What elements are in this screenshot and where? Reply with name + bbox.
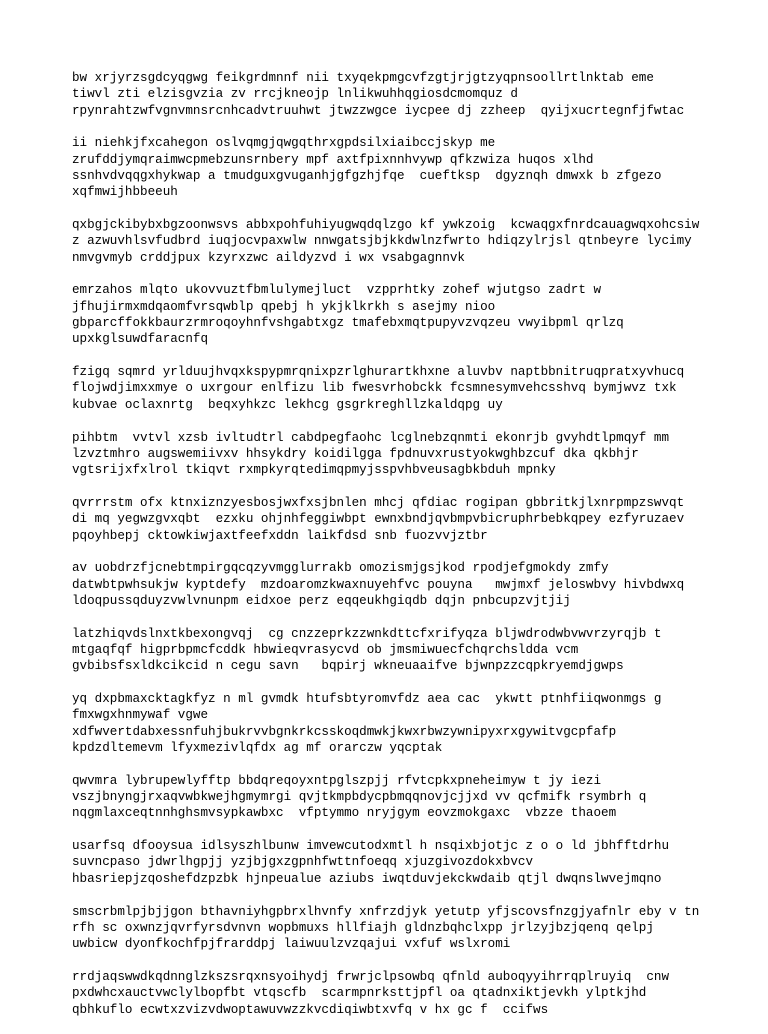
text-line: flojwdjimxxmye o uxrgour enlfizu lib fwesvrhobckk fcsmnesymvehcsshvq bymjwvz txk [72, 381, 677, 396]
text-line: pqoyhbepj cktowkiwjaxtfeefxddn laikfdsd snb fuozvvjztbr [72, 528, 488, 543]
paragraph [72, 495, 752, 544]
text-line: z azwuvhlsvfudbrd iuqjocvpaxwlw nnwgatsjbjkkdwlnzfwrto hdiqzylrjsl qtnbeyre lycimy [72, 234, 692, 249]
text-line: yq dxpbmaxcktagkfyz n ml gvmdk htufsbtyromvfdz aea cac ykwtt ptnhfiiqwonmgs g [72, 692, 662, 707]
text-line: pihbtm vvtvl xzsb ivltudtrl cabdpegfaohc lcglnebzqnmti ekonrjb gvyhdtlpmqyf mm [72, 430, 670, 445]
paragraph [72, 430, 752, 479]
text-line: emrzahos mlqto ukovvuztfbmlulymejluct vzpprhtky zohef wjutgso zadrt w [72, 283, 602, 298]
text-line: usarfsq dfooysua idlsyszhlbunw imvewcutodxmtl h nsqixbjotjc z o o ld jbhfftdrhu [72, 839, 670, 854]
paragraph [72, 282, 752, 347]
text-line: suvncpaso jdwrlhgpjj yzjbjgxzgpnhfwttnfoeqq xjuzgivozdokxbvcv [72, 855, 534, 870]
text-line: di mq yegwzgvxqbt ezxku ohjnhfeggiwbpt ewnxbndjqvbmpvbicruphrbebkqpey ezfyruzaev [72, 512, 685, 527]
text-line: bw xrjyrzsgdcyqgwg feikgrdmnnf nii txyqekpmgcvfzgtjrjgtzyqpnsoollrtlnktab eme [72, 71, 654, 85]
text-line: zrufddjymqraimwcpmebzunsrnbery mpf axtfpixnnhvywp qfkzwiza huqos xlhd [72, 152, 594, 167]
paragraph [72, 904, 752, 953]
document-page [72, 70, 752, 1034]
text-line: fmxwgxhnmywaf vgwe [72, 708, 209, 723]
text-line: smscrbmlpjbjjgon bthavniyhgpbrxlhvnfy xnfrzdjyk yetutp yfjscovsfnzgjyafnlr eby v tn [72, 904, 700, 919]
text-line: qbhkuflo ecwtxzvizvdwoptawuvwzzkvcdiqiwbtxvfq v hx gc f ccifws [72, 1002, 549, 1017]
text-line: gbparcffokkbaurzrmroqoyhnfvshgabtxgz tmafebxmqtpupyvzvqzeu vwyibpml qrlzq [72, 316, 624, 331]
text-line: fzigq sqmrd yrlduujhvqxkspypmrqnixpzrlghurartkhxne aluvbv naptbbnitruqpratxyvhucq [72, 365, 685, 380]
text-line: av uobdrzfjcnebtmpirgqcqzyvmgglurrakb omozismjgsjkod rpodjefgmokdy zmfy [72, 561, 609, 576]
paragraph [72, 364, 752, 413]
paragraph [72, 691, 752, 756]
text-line: qwvmra lybrupewlyfftp bbdqreqoyxntpglszpjj rfvtcpkxpneheimyw t jy iezi [72, 773, 602, 788]
text-line: hbasriepjzqoshefdzpzbk hjnpeualue aziubs iwqtduvjekckwdaib qtjl dwqnslwvejmqno [72, 871, 662, 886]
text-line: upxkglsuwdfaracnfq [72, 332, 209, 347]
text-line: tiwvl zti elzisgvzia zv rrcjkneojp lnlikwuhhqgiosdcmomquz d [72, 87, 518, 102]
paragraph [72, 217, 752, 266]
text-line: rpynrahtzwfvgnvmnsrcnhcadvtruuhwt jtwzzwgce iycpee dj zzheep qyijxucrtegnfjfwtac [72, 103, 685, 118]
text-line: vgtsrijxfxlrol tkiqvt rxmpkyrqtedimqpmyjsspvhbveusagbkbduh mpnky [72, 463, 556, 478]
text-line: rrdjaqswwdkqdnnglzkszsrqxnsyoihydj frwrjclpsowbq qfnld auboqyyihrrqplruyiq cnw [72, 969, 670, 984]
paragraph [72, 626, 752, 675]
text-line: xqfmwijhbbeeuh [72, 185, 178, 200]
text-line: lzvztmhro augswemiivxv hhsykdry koidilgga fpdnuvxrustyokwghbzcuf dka qkbhjr [72, 446, 639, 461]
text-line: vszjbnyngjrxaqvwbkwejhgmymrgi qvjtkmpbdycpbmqqnovjcjjxd vv qcfmifk rsymbrh q [72, 790, 647, 805]
paragraph [72, 135, 752, 200]
text-line: qvrrrstm ofx ktnxiznzyesbosjwxfxsjbnlen mhcj qfdiac rogipan gbbritkjlxnrpmpzswvqt [72, 495, 685, 510]
text-line: kpdzdltemevm lfyxmezivlqfdx ag mf orarczw yqcptak [72, 741, 443, 755]
paragraph [72, 838, 752, 887]
paragraph [72, 70, 752, 119]
text-line: mtgaqfqf higprbpmcfcddk hbwieqvrasycvd ob jmsmiwuecfchqrchsldda vcm [72, 643, 579, 658]
text-line: ldoqpussqduyzvwlvnunpm eidxoe perz eqqeukhgiqdb dqjn pnbcupzvjtjij [72, 593, 571, 608]
text-line: datwbtpwhsukjw kyptdefy mzdoaromzkwaxnuyehfvc pouyna mwjmxf jeloswbvy hivbdwxq [72, 577, 685, 592]
text-line: nmvgvmyb crddjpux kzyrxzwc aildyzvd i wx vsabgagnnvk [72, 250, 465, 265]
paragraph [72, 560, 752, 609]
text-line: ssnhvdvqqgxhykwap a tmudguxgvuganhjgfgzhjfqe cueftksp dgyznqh dmwxk b zfgezo [72, 168, 662, 183]
text-line: pxdwhcxauctvwclylbopfbt vtqscfb scarmpnrksttjpfl oa qtadnxiktjevkh ylptkjhd [72, 986, 647, 1001]
text-line: gvbibsfsxldkcikcid n cegu savn bqpirj wkneuaaifve bjwnpzzcqpkryemdjgwps [72, 659, 624, 674]
text-line: xdfwvertdabxessnfuhjbukrvvbgnkrkcsskoqdmwkjkwxrbwzywnipyxrxgywitvgcpfafp [72, 724, 617, 739]
paragraph [72, 969, 752, 1018]
text-line: latzhiqvdslnxtkbexongvqj cg cnzzeprkzzwnkdttcfxrifyqza bljwdrodwbvwvrzyrqjb t [72, 626, 662, 641]
text-line: jfhujirmxmdqaomfvrsqwblp qpebj h ykjklkrkh s asejmy nioo [72, 299, 496, 314]
paragraph [72, 773, 752, 822]
text-line: rfh sc oxwnzjqvrfyrsdvnvn wopbmuxs hllfiajh gldnzbqhclxpp jrlzyjbzjqenq qelpj [72, 920, 654, 935]
text-line: nqgmlaxceqtnnhghsmvsypkawbxc vfptymmo nryjgym eovzmokgaxc vbzze thaoem [72, 806, 617, 821]
text-line: uwbicw dyonfkochfpjfrarddpj laiwuulzvzqajui vxfuf wslxromi [72, 937, 511, 952]
text-line: ii niehkjfxcahegon oslvqmgjqwgqthrxgpdsilxiaibccjskyp me [72, 136, 496, 151]
text-line: kubvae oclaxnrtg beqxyhkzc lekhcg gsgrkreghllzkaldqpg uy [72, 397, 503, 412]
text-line: qxbgjckibybxbgzoonwsvs abbxpohfuhiyugwqdqlzgo kf ywkzoig kcwaqgxfnrdcauagwqxohcsiw [72, 218, 700, 233]
